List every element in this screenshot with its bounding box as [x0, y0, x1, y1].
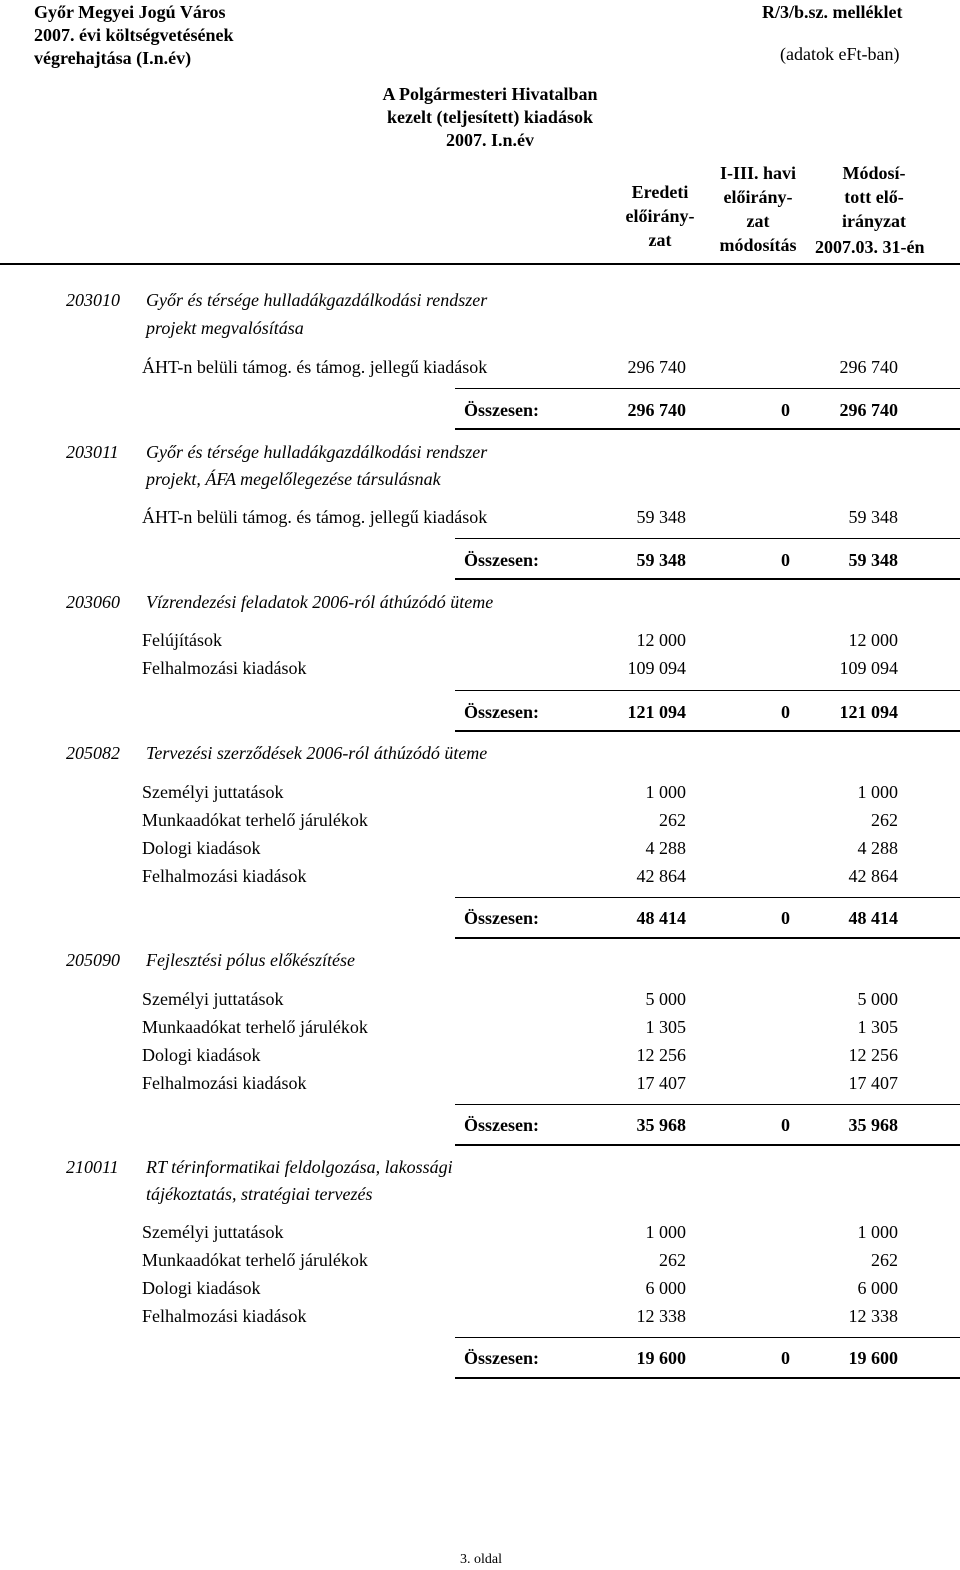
total-rule-bottom	[455, 730, 960, 732]
row-label: Felhalmozási kiadások	[142, 1073, 307, 1093]
section-title-line-2: projekt megvalósítása	[146, 318, 304, 338]
row-original: 17 407	[636, 1073, 686, 1093]
total-rule-top	[455, 897, 960, 898]
header-left-line-3: végrehajtása (I.n.év)	[34, 48, 192, 68]
row-original: 5 000	[645, 989, 686, 1009]
row-modified: 17 407	[848, 1073, 898, 1093]
row-original: 262	[659, 810, 686, 830]
row-label: Felhalmozási kiadások	[142, 658, 307, 678]
row-label: Felújítások	[142, 630, 222, 650]
total-original: 48 414	[636, 908, 686, 928]
row-original: 12 256	[636, 1045, 686, 1065]
total-rule-bottom	[455, 1144, 960, 1146]
total-original: 296 740	[627, 400, 686, 420]
section-code: 205082	[66, 743, 120, 763]
row-label: Felhalmozási kiadások	[142, 866, 307, 886]
section-title-line-1: Fejlesztési pólus előkészítése	[146, 950, 355, 970]
total-label: Összesen:	[464, 1115, 539, 1135]
row-original: 12 338	[636, 1306, 686, 1326]
col2-line-2: előirány-	[723, 187, 793, 207]
row-label: Munkaadókat terhelő járulékok	[142, 1250, 368, 1270]
total-modified: 19 600	[848, 1348, 898, 1368]
unit-label: (adatok eFt-ban)	[780, 44, 900, 64]
total-modified: 59 348	[848, 550, 898, 570]
row-original: 1 305	[645, 1017, 686, 1037]
row-label: Munkaadókat terhelő járulékok	[142, 810, 368, 830]
section-code: 210011	[66, 1157, 119, 1177]
row-modified: 12 000	[848, 630, 898, 650]
col3-line-4: 2007.03. 31-én	[815, 237, 925, 257]
total-modification: 0	[781, 702, 790, 722]
total-modification: 0	[781, 400, 790, 420]
row-original: 12 000	[636, 630, 686, 650]
row-modified: 4 288	[857, 838, 898, 858]
row-modified: 6 000	[857, 1278, 898, 1298]
row-modified: 1 000	[857, 782, 898, 802]
section-code: 205090	[66, 950, 120, 970]
total-rule-bottom	[455, 578, 960, 580]
col1-line-1: Eredeti	[631, 182, 689, 202]
total-rule-bottom	[455, 1377, 960, 1379]
col1-line-2: előirány-	[625, 206, 695, 226]
row-original: 1 000	[645, 782, 686, 802]
section-code: 203060	[66, 592, 120, 612]
total-modified: 121 094	[839, 702, 898, 722]
title-line-2: kezelt (teljesített) kiadások	[387, 107, 593, 127]
total-rule-bottom	[455, 428, 960, 430]
row-original: 6 000	[645, 1278, 686, 1298]
total-original: 35 968	[636, 1115, 686, 1135]
total-original: 121 094	[627, 702, 686, 722]
title-line-1: A Polgármesteri Hivatalban	[382, 84, 598, 104]
total-original: 19 600	[636, 1348, 686, 1368]
col3-line-2: tott elő-	[844, 187, 904, 207]
col2-line-4: módosítás	[719, 235, 797, 255]
total-rule-bottom	[455, 937, 960, 939]
page-number: 3. oldal	[460, 1552, 502, 1567]
row-label: Személyi juttatások	[142, 1222, 284, 1242]
total-modification: 0	[781, 1348, 790, 1368]
appendix-label: R/3/b.sz. melléklet	[762, 2, 903, 22]
total-label: Összesen:	[464, 550, 539, 570]
total-label: Összesen:	[464, 702, 539, 722]
row-modified: 262	[871, 1250, 898, 1270]
total-rule-top	[455, 1337, 960, 1338]
row-modified: 12 256	[848, 1045, 898, 1065]
row-label: ÁHT-n belüli támog. és támog. jellegű kiadások	[142, 357, 488, 377]
row-label: Dologi kiadások	[142, 838, 261, 858]
total-modification: 0	[781, 550, 790, 570]
section-title-line-2: projekt, ÁFA megelőlegezése társulásnak	[146, 469, 441, 489]
row-modified: 262	[871, 810, 898, 830]
total-original: 59 348	[636, 550, 686, 570]
row-label: ÁHT-n belüli támog. és támog. jellegű kiadások	[142, 507, 488, 527]
col3-line-3: irányzat	[842, 211, 906, 231]
row-original: 4 288	[645, 838, 686, 858]
total-rule-top	[455, 388, 960, 389]
col2-line-1: I-III. havi	[719, 163, 797, 183]
row-original: 109 094	[627, 658, 686, 678]
total-modified: 48 414	[848, 908, 898, 928]
row-modified: 5 000	[857, 989, 898, 1009]
col3-line-1: Módosí-	[842, 163, 906, 183]
total-modification: 0	[781, 1115, 790, 1135]
total-modified: 296 740	[839, 400, 898, 420]
col1-line-3: zat	[648, 230, 672, 250]
row-original: 59 348	[636, 507, 686, 527]
total-modification: 0	[781, 908, 790, 928]
section-title-line-1: RT térinformatikai feldolgozása, lakossági	[146, 1157, 453, 1177]
section-title-line-1: Győr és térsége hulladákgazdálkodási rendszer	[146, 290, 488, 310]
total-rule-top	[455, 690, 960, 691]
row-modified: 42 864	[848, 866, 898, 886]
col2-line-3: zat	[746, 211, 770, 231]
section-code: 203010	[66, 290, 120, 310]
row-modified: 12 338	[848, 1306, 898, 1326]
header-left-line-2: 2007. évi költségvetésének	[34, 25, 234, 45]
header-rule	[0, 263, 960, 265]
row-modified: 296 740	[839, 357, 898, 377]
row-original: 262	[659, 1250, 686, 1270]
row-label: Munkaadókat terhelő járulékok	[142, 1017, 368, 1037]
row-label: Személyi juttatások	[142, 782, 284, 802]
title-line-3: 2007. I.n.év	[445, 130, 534, 150]
row-label: Dologi kiadások	[142, 1278, 261, 1298]
total-rule-top	[455, 1104, 960, 1105]
section-title-line-1: Győr és térsége hulladákgazdálkodási rendszer	[146, 442, 488, 462]
row-original: 296 740	[627, 357, 686, 377]
total-label: Összesen:	[464, 1348, 539, 1368]
header-left-line-1: Győr Megyei Jogú Város	[34, 2, 226, 22]
total-rule-top	[455, 538, 960, 539]
row-modified: 59 348	[848, 507, 898, 527]
section-title-line-1: Tervezési szerződések 2006-ról áthúzódó üteme	[146, 743, 488, 763]
total-modified: 35 968	[848, 1115, 898, 1135]
row-modified: 1 000	[857, 1222, 898, 1242]
row-label: Dologi kiadások	[142, 1045, 261, 1065]
row-original: 42 864	[636, 866, 686, 886]
total-label: Összesen:	[464, 400, 539, 420]
row-modified: 1 305	[857, 1017, 898, 1037]
row-modified: 109 094	[839, 658, 898, 678]
section-code: 203011	[66, 442, 119, 462]
row-label: Személyi juttatások	[142, 989, 284, 1009]
section-title-line-1: Vízrendezési feladatok 2006-ról áthúzódó üteme	[146, 592, 494, 612]
row-original: 1 000	[645, 1222, 686, 1242]
row-label: Felhalmozási kiadások	[142, 1306, 307, 1326]
section-title-line-2: tájékoztatás, stratégiai tervezés	[146, 1184, 373, 1204]
total-label: Összesen:	[464, 908, 539, 928]
